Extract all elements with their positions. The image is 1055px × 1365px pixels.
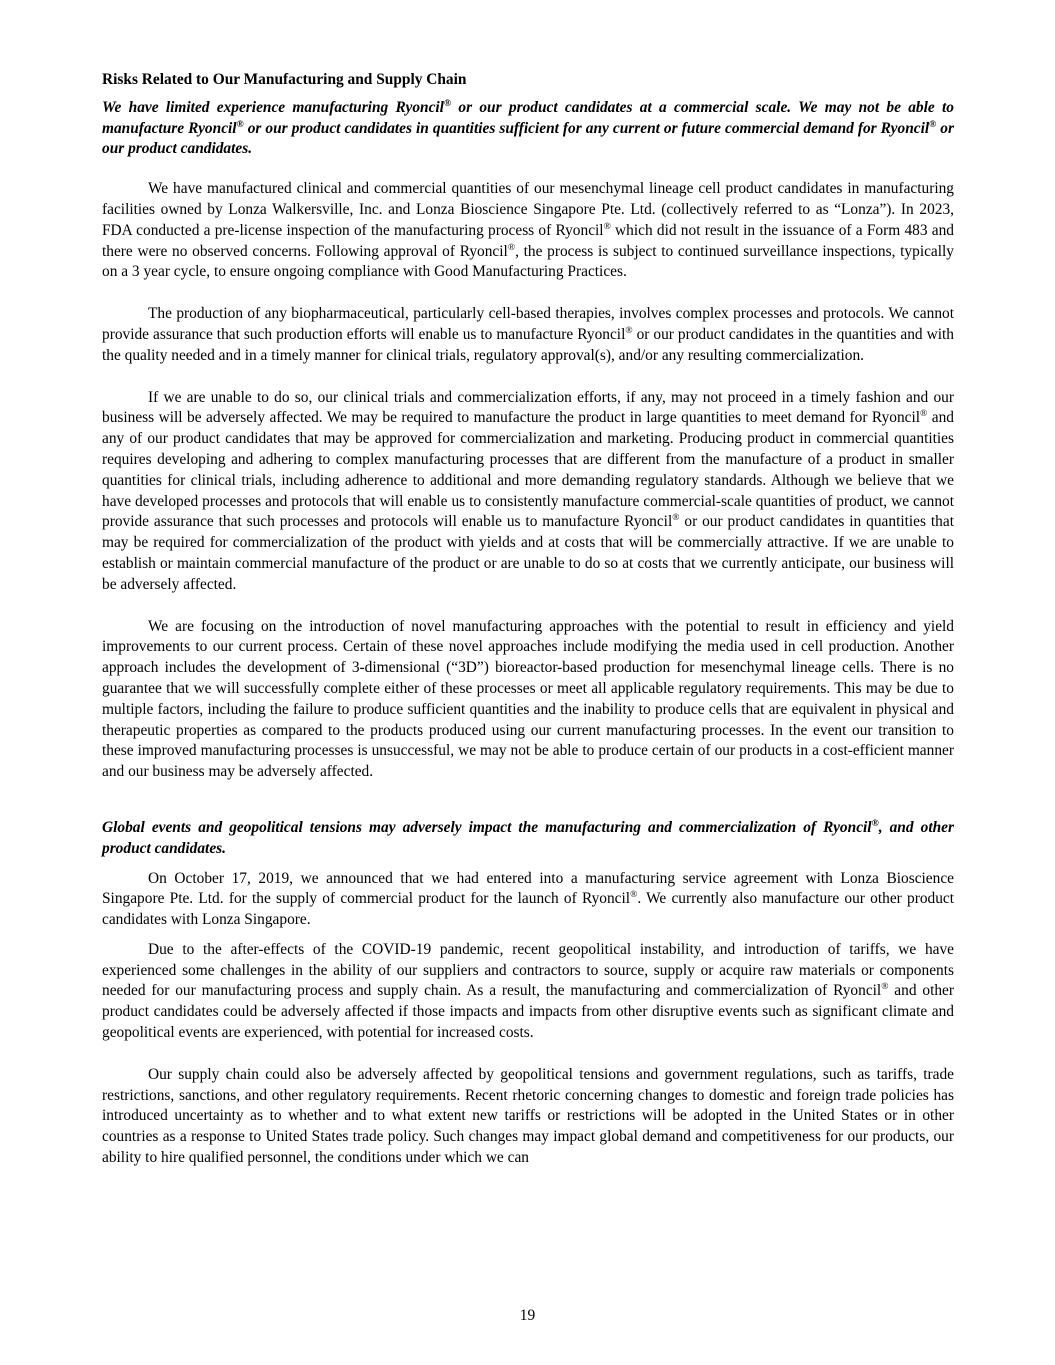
paragraph-novel-approaches: We are focusing on the introduction of novel manufacturing approaches with the potential to result in efficiency and yield improvements to our current process. Certain of these novel approaches include modifying the media used in cell production. Another approach includes the development of 3-dimensional (“3D”) bioreactor-based production for mesenchymal lineage cells. There is no guarantee that we will successfully complete either of these processes or meet all applicable regulatory requirements. This may be due to multiple factors, including the failure to produce sufficient quantities and the inability to produce cells that are equivalent in physical and therapeutic properties as compared to the products produced using our current manufacturing processes. In the event our transition to these improved manufacturing processes is unsuccessful, we may not be able to produce certain of our products in a cost-efficient manner and our business may be adversely affected. bbox=[102, 617, 954, 781]
paragraph-covid-aftereffects: Due to the after-effects of the COVID-19 pandemic, recent geopolitical instability, and introduction of tariffs, we have experienced some challenges in the ability of our suppliers and contractors to source, supply or acquire raw materials or components needed for our manufacturing process and supply chain. As a result, the manufacturing and commercialization of Ryoncil® and other product candidates could be adversely affected if those impacts and impacts from other disruptive events such as significant climate and geopolitical events are experienced, with potential for increased costs. bbox=[102, 940, 954, 1042]
document-page bbox=[102, 70, 954, 1169]
risk-heading-geopolitical: Global events and geopolitical tensions may adversely impact the manufacturing and commercialization of Ryoncil®, and other product candidates. bbox=[102, 818, 954, 857]
paragraph-commercial-scale: If we are unable to do so, our clinical trials and commercialization efforts, if any, may not proceed in a timely fashion and our business will be adversely affected. We may be required to manufacture the product in large quantities to meet demand for Ryoncil® and any of our product candidates that may be approved for commercialization and marketing. Producing product in commercial quantities requires developing and adhering to complex manufacturing processes that are different from the manufacture of a product in smaller quantities for clinical trials, including adherence to additional and more demanding regulatory standards. Although we believe that we have developed processes and protocols that will enable us to consistently manufacture commercial-scale quantities of product, we cannot provide assurance that such processes and protocols will enable us to manufacture Ryoncil® or our product candidates in quantities that may be required for commercialization of the product with yields and at costs that will be commercially attractive. If we are unable to establish or maintain commercial manufacture of the product or are unable to do so at costs that we currently anticipate, our business will be adversely affected. bbox=[102, 388, 954, 593]
paragraph-lonza-facilities: We have manufactured clinical and commercial quantities of our mesenchymal lineage cell product candidates in manufacturing facilities owned by Lonza Walkersville, Inc. and Lonza Bioscience Singapore Pte. Ltd. (collectively referred to as “Lonza”). In 2023, FDA conducted a pre-license inspection of the manufacturing process of Ryoncil® which did not result in the issuance of a Form 483 and there were no observed concerns. Following approval of Ryoncil®, the process is subject to continued surveillance inspections, typically on a 3 year cycle, to ensure ongoing compliance with Good Manufacturing Practices. bbox=[102, 180, 955, 281]
paragraph-production-complexity: The production of any biopharmaceutical, particularly cell-based therapies, involves complex processes and protocols. We cannot provide assurance that such production efforts will enable us to manufacture Ryoncil® or our product candidates in the quantities and with the quality needed and in a timely manner for clinical trials, regulatory approval(s), and/or any resulting commercialization. bbox=[102, 305, 954, 364]
paragraph-lonza-agreement: On October 17, 2019, we announced that we had entered into a manufacturing service agreement with Lonza Bioscience Singapore Pte. Ltd. for the supply of commercial product for the launch of Ryoncil®. We currently also manufacture our other product candidates with Lonza Singapore. bbox=[102, 869, 955, 929]
risk-heading-manufacturing: We have limited experience manufacturing Ryoncil® or our product candidates at a commercial scale. We may not be able to manufacture Ryoncil® or our product candidates in quantities sufficient for any current or future commercial demand for Ryoncil® or our product candidates. bbox=[102, 97, 954, 158]
section-title: Risks Related to Our Manufacturing and Supply Chain bbox=[102, 71, 467, 88]
page-number: 19 bbox=[519, 1307, 536, 1324]
paragraph-supply-chain-tariffs: Our supply chain could also be adversely affected by geopolitical tensions and government regulations, such as tariffs, trade restrictions, sanctions, and other regulatory requirements. Recent rhetoric concerning changes to domestic and foreign trade policies has introduced uncertainty as to whether and to what extent new tariffs or restrictions will be adopted in the United States or in other countries as a response to United States trade policy. Such changes may impact global demand and competitiveness for our products, our ability to hire qualified personnel, the conditions under which we can bbox=[102, 1065, 954, 1167]
